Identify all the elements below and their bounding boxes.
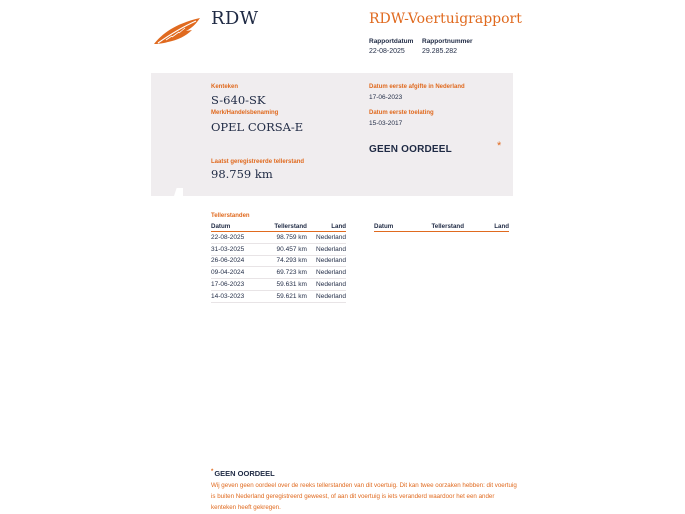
table-header (374, 222, 509, 232)
cell-land: Nederland (316, 233, 347, 241)
col-header-km: Tellerstand (431, 223, 464, 230)
cell-date: 09-04-2024 (211, 269, 245, 277)
report-number-block (422, 38, 473, 55)
first-nl-label: Datum eerste afgifte in Nederland (369, 84, 465, 90)
cell-land: Nederland (316, 292, 347, 300)
cell-date: 31-03-2025 (211, 245, 245, 253)
vehicle-summary-panel (151, 73, 513, 196)
col-header-date: Datum (374, 223, 394, 230)
first-nl-value: 17-06-2023 (369, 94, 403, 101)
report-date-label: Rapportdatum (369, 38, 414, 45)
cell-date: 14-03-2023 (211, 292, 245, 300)
verdict-text: GEEN OORDEEL (369, 144, 452, 155)
footnote-title-text: GEEN OORDEEL (214, 469, 275, 478)
cell-land: Nederland (316, 257, 347, 265)
cell-land: Nederland (316, 245, 347, 253)
rdw-feather-logo-icon (152, 16, 204, 46)
odometer-table-left (211, 222, 346, 303)
cell-date: 22-08-2025 (211, 233, 245, 241)
cell-km: 59.621 km (276, 292, 307, 300)
table-row (211, 267, 346, 279)
odometer-table-right (374, 222, 509, 232)
report-date-block (369, 38, 413, 55)
table-row (211, 256, 346, 268)
table-header (211, 222, 346, 232)
footnote-star: * (211, 469, 214, 475)
odometer-section-title: Tellerstanden (211, 213, 250, 219)
table-row (211, 279, 346, 291)
make-label: Merk/Handelsbenaming (211, 110, 279, 116)
footnote-title (211, 469, 275, 478)
last-km-value: 98.759 km (211, 167, 273, 181)
first-admission-label: Datum eerste toelating (369, 110, 434, 116)
first-admission-value: 15-03-2017 (369, 120, 403, 127)
cell-km: 69.723 km (276, 269, 307, 277)
report-date-value: 22-08-2025 (369, 48, 405, 55)
cell-land: Nederland (316, 269, 347, 277)
col-header-date: Datum (211, 223, 231, 230)
cell-km: 98.759 km (276, 233, 307, 241)
cell-km: 90.457 km (276, 245, 307, 253)
col-header-land: Land (494, 223, 509, 230)
table-row (211, 244, 346, 256)
report-number-value: 29.285.282 (422, 48, 458, 55)
col-header-km: Tellerstand (274, 223, 307, 230)
make-value: OPEL CORSA-E (211, 120, 304, 134)
cell-land: Nederland (316, 281, 347, 289)
last-km-label: Laatst geregistreerde tellerstand (211, 159, 305, 165)
verdict-star-marker: * (497, 140, 502, 152)
plate-value: S-640-SK (211, 93, 266, 107)
col-header-land: Land (331, 223, 347, 230)
cell-km: 74.293 km (276, 257, 307, 265)
cell-km: 59.631 km (276, 281, 307, 289)
cell-date: 26-06-2024 (211, 257, 245, 265)
cell-date: 17-06-2023 (211, 281, 245, 289)
table-row (211, 232, 346, 244)
report-title: RDW-Voertuigrapport (369, 11, 522, 27)
plate-label: Kenteken (211, 84, 239, 90)
report-number-label: Rapportnummer (422, 38, 473, 45)
table-row (211, 291, 346, 303)
brand-name: RDW (211, 8, 259, 29)
footnote-text: Wij geven geen oordeel over de reeks tellerstanden van dit voertuig. Dit kan twee oorzaken hebben: dit voertuig is buiten Nederland geregistreerd geweest, of aan dit voertuig is iets veranderd waardoor het een ander kenteken heeft gekregen. (211, 482, 517, 511)
